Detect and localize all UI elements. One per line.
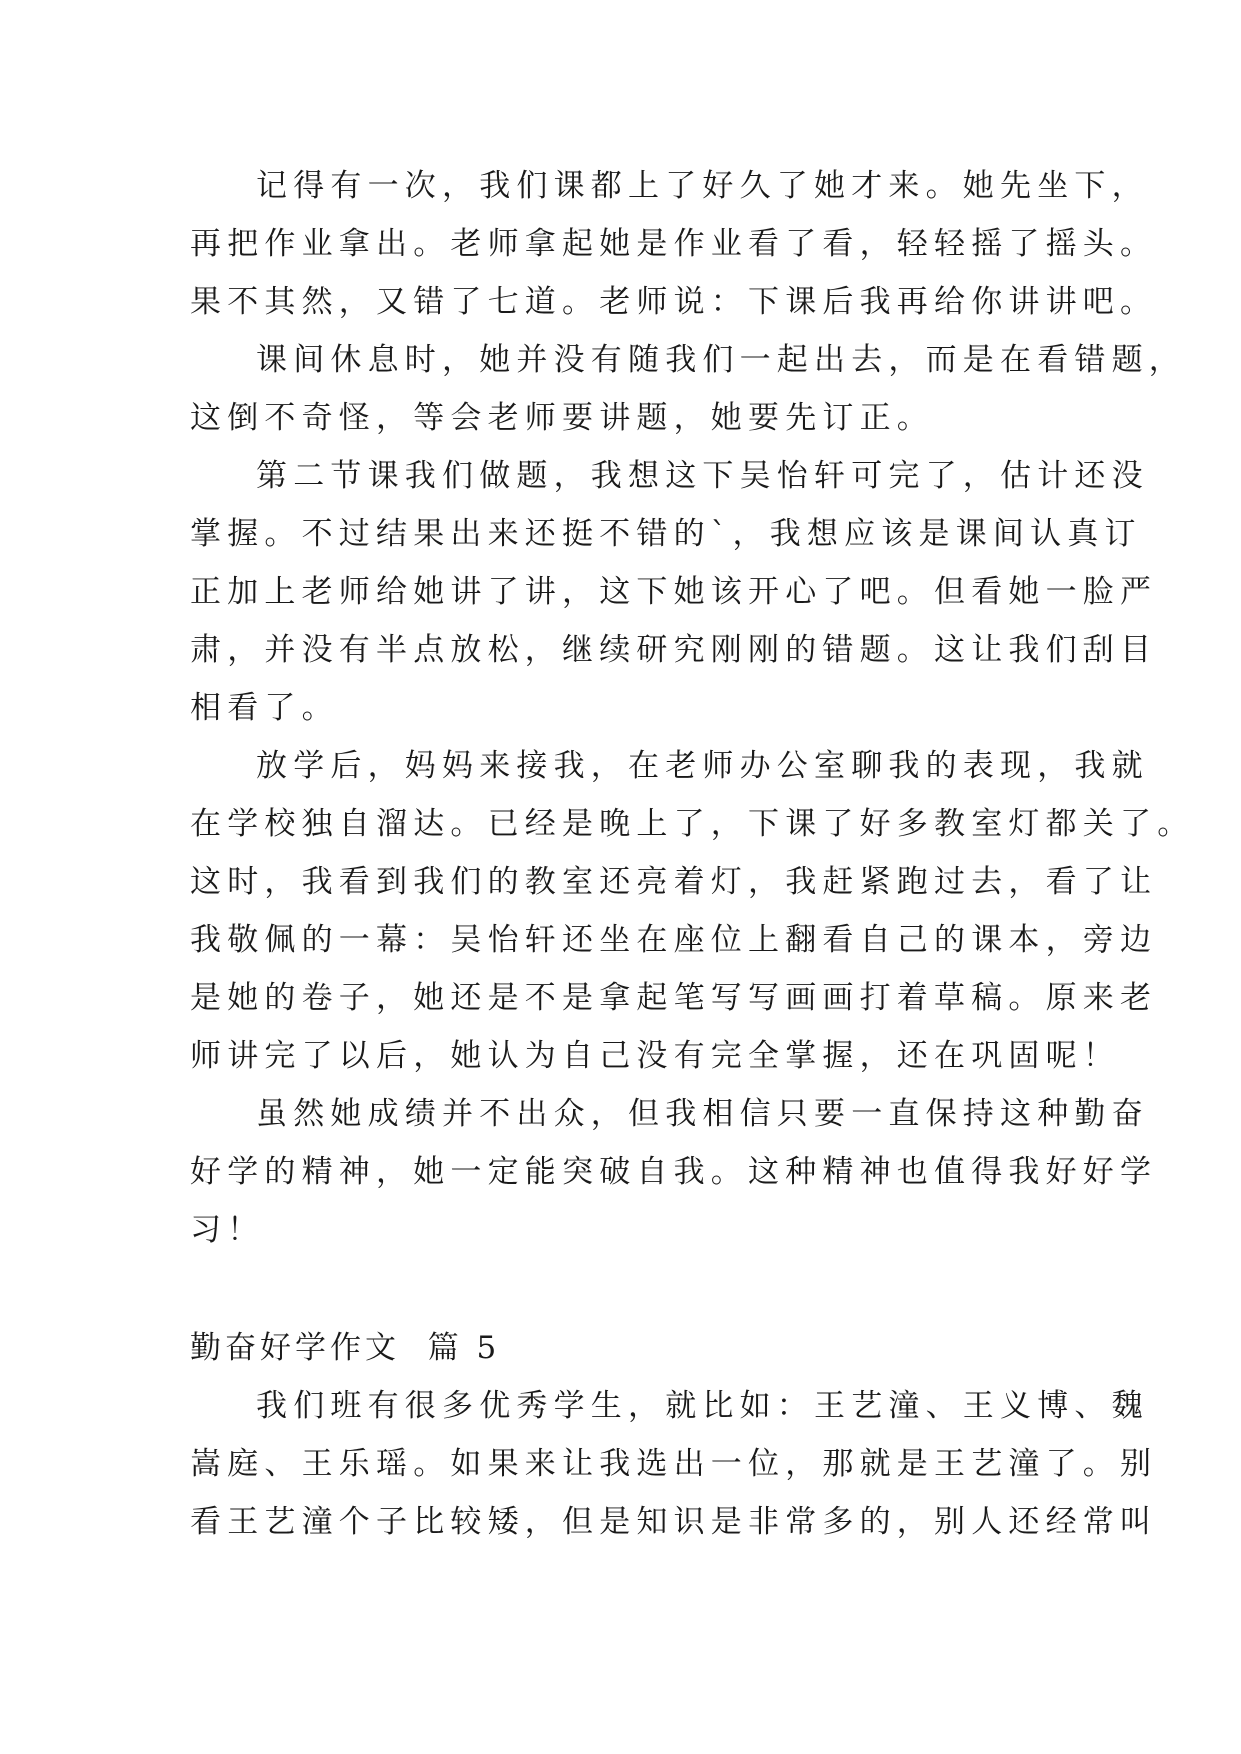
paragraph-3-line-3: 正加上老师给她讲了讲，这下她该开心了吧。但看她一脸严	[190, 574, 1158, 610]
paragraph-2-line-1: 课间休息时，她并没有随我们一起出去，而是在看错题，	[256, 342, 1186, 378]
paragraph-5-line-3: 习！	[190, 1212, 265, 1248]
paragraph-1-line-2: 再把作业拿出。老师拿起她是作业看了看，轻轻摇了摇头。	[190, 226, 1158, 262]
paragraph-5-line-2: 好学的精神，她一定能突破自我。这种精神也值得我好好学	[190, 1154, 1158, 1190]
section-paragraph-line-2: 嵩庭、王乐瑶。如果来让我选出一位，那就是王艺潼了。别	[190, 1446, 1158, 1482]
paragraph-3-line-1: 第二节课我们做题，我想这下吴怡轩可完了，估计还没	[256, 458, 1149, 494]
section-paragraph-line-3: 看王艺潼个子比较矮，但是知识是非常多的，别人还经常叫	[190, 1504, 1158, 1540]
paragraph-2-line-2: 这倒不奇怪，等会老师要讲题，她要先订正。	[190, 400, 934, 436]
paragraph-3-line-2: 掌握。不过结果出来还挺不错的`，我想应该是课间认真订	[190, 516, 1142, 552]
paragraph-5-line-1: 虽然她成绩并不出众，但我相信只要一直保持这种勤奋	[256, 1096, 1149, 1132]
paragraph-1-line-1: 记得有一次，我们课都上了好久了她才来。她先坐下，	[256, 168, 1149, 204]
paragraph-4-line-3: 这时，我看到我们的教室还亮着灯，我赶紧跑过去，看了让	[190, 864, 1158, 900]
paragraph-3-line-5: 相看了。	[190, 690, 339, 726]
paragraph-4-line-5: 是她的卷子，她还是不是拿起笔写写画画打着草稿。原来老	[190, 980, 1158, 1016]
paragraph-4-line-2: 在学校独自溜达。已经是晚上了，下课了好多教室灯都关了。	[190, 806, 1195, 842]
paragraph-4-line-6: 师讲完了以后，她认为自己没有完全掌握，还在巩固呢！	[190, 1038, 1120, 1074]
paragraph-4-line-4: 我敬佩的一幕：吴怡轩还坐在座位上翻看自己的课本，旁边	[190, 922, 1158, 958]
section-paragraph-line-1: 我们班有很多优秀学生，就比如：王艺潼、王义博、魏	[256, 1388, 1149, 1424]
paragraph-3-line-4: 肃，并没有半点放松，继续研究刚刚的错题。这让我们刮目	[190, 632, 1158, 668]
paragraph-1-line-3: 果不其然，又错了七道。老师说：下课后我再给你讲讲吧。	[190, 284, 1158, 320]
section-heading: 勤奋好学作文 篇 5	[190, 1330, 501, 1366]
paragraph-4-line-1: 放学后，妈妈来接我，在老师办公室聊我的表现，我就	[256, 748, 1149, 784]
